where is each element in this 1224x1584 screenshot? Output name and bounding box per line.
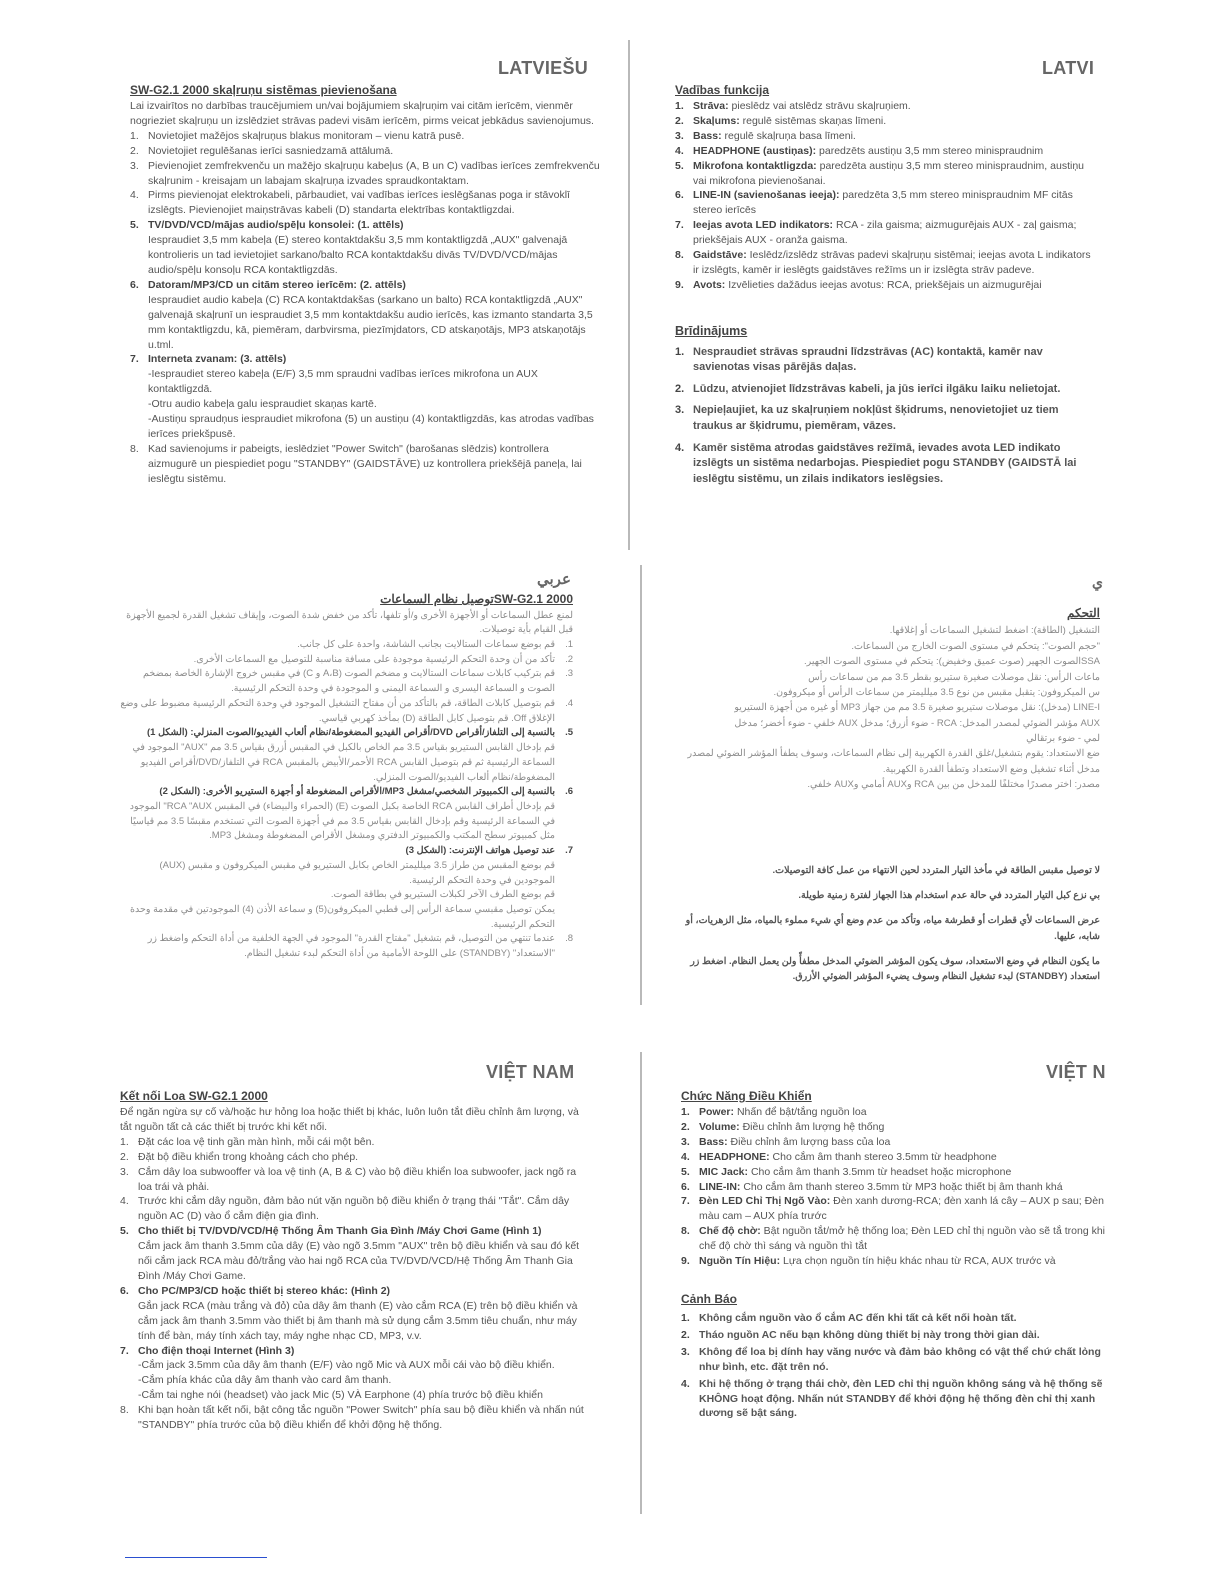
latvian-controls-panel xyxy=(675,82,1099,502)
item-text: Cắm jack âm thanh 3.5mm của dây (E) vào ngõ 3.5mm "AUX" trên bộ điều khiển và sau đó kết nối cắm jack RCA màu đỏ/trắng vào hai ngõ RCA của TV/DVD/VCD/Hệ Thống Âm Thanh Gia Đình /Máy Chơi Game. xyxy=(138,1240,580,1282)
item-body xyxy=(138,1165,590,1195)
item-body xyxy=(693,188,1099,218)
step-item xyxy=(120,1165,590,1195)
item-number: 7. xyxy=(120,1344,129,1357)
item-text: Trước khi cắm dây nguồn, đảm bảo nút vặn nguồn bộ điều khiển ở trạng thái "Tắt". Cắm dây nguồn AC (D) vào ổ cắm điện gia đình. xyxy=(138,1195,570,1223)
item-heading: Interneta zvanam: (3. attēls) xyxy=(148,353,287,366)
item-number: 5. xyxy=(130,219,139,232)
item-heading: Nguồn Tín Hiệu: xyxy=(699,1255,781,1268)
item-number: 6. xyxy=(130,278,139,291)
item-body xyxy=(693,382,1099,398)
item-heading: Skaļums: xyxy=(693,114,740,127)
controls-list xyxy=(675,99,1099,293)
step-item xyxy=(120,1135,590,1150)
step-item xyxy=(120,1403,590,1433)
control-item xyxy=(681,1194,1105,1224)
item-body xyxy=(693,99,1099,114)
warning-item xyxy=(680,954,1100,984)
item-text: Cho cắm âm thanh 3.5mm từ headset hoặc microphone xyxy=(750,1165,1012,1178)
item-body xyxy=(699,1311,1105,1326)
item-body xyxy=(148,188,600,218)
item-text: س الميكروفون: يتقبل مقبس من نوع 3.5 ميلليمتر من سماعات الرأس أو ميكروفون. xyxy=(773,686,1100,698)
column-divider xyxy=(640,1052,642,1514)
item-text: لا توصيل مقبس الطاقة في مأخذ التيار المتردد لحين الانتهاء من عمل كافة التوصيلات. xyxy=(772,864,1100,876)
item-text: paredzēta 3,5 mm stereo minispraudnim MF citās stereo ierīcēs xyxy=(693,189,1073,217)
item-heading: Datoram/MP3/CD un citām stereo ierīcēm: (2. attēls) xyxy=(148,278,406,291)
steps-list xyxy=(130,129,600,487)
warnings-list xyxy=(680,863,1100,984)
item-text: بي نزع كبل التيار المتردد في حالة عدم استخدام هذا الجهاز لفترة زمنية طويلة. xyxy=(798,889,1100,901)
item-text: Iespraudiet audio kabeļa (C) RCA kontaktdakšas (sarkano un balto) RCA kontaktligzdā „AUX" galvenajā skaļrunī un iespraudiet 3,5 mm kontaktdakšu audio ierīcēs, kas izmanto standarta 3,5 mm kontaktligzdu, kā, piemēram, darbvirsma, piezīmjdators, CD atskaņotājs, MP3 atskaņotājs u.tml. xyxy=(148,293,593,351)
item-body xyxy=(699,1194,1105,1224)
language-heading-latvian: LATVIEŠU xyxy=(498,58,589,78)
warning-item xyxy=(675,382,1099,398)
section-title: SW-G2.1 2000توصيل نظام السماعات xyxy=(380,592,573,606)
item-heading: Volume: xyxy=(699,1120,740,1133)
item-number: 2. xyxy=(675,382,685,395)
item-heading: Power: xyxy=(699,1106,735,1119)
item-number: 5. xyxy=(675,159,684,172)
item-text: Nespraudiet strāvas spraudni līdzstrāvas (AC) kontaktā, kamēr nav savienotas visas pārējās daļas. xyxy=(693,345,1043,374)
item-text: التشغيل (الطاقة): اضغط لتشغيل السماعات أو إغلاقها. xyxy=(889,625,1100,637)
item-body xyxy=(693,278,1099,293)
item-number: 5. xyxy=(120,1225,129,1238)
control-item xyxy=(681,1180,1105,1195)
step-item xyxy=(120,1150,590,1165)
step-item xyxy=(130,159,600,189)
item-text: مدخل أثناء تشغيل وضع الاستعداد وتطفأ القدرة الكهربية. xyxy=(882,763,1100,775)
steps-list xyxy=(120,1135,590,1433)
control-item xyxy=(681,1224,1105,1254)
item-body xyxy=(699,1135,1105,1150)
control-item xyxy=(681,1254,1105,1269)
item-number: 3. xyxy=(681,1135,690,1148)
control-item xyxy=(680,746,1100,761)
item-body xyxy=(699,1345,1105,1375)
item-text: Lūdzu, atvienojiet līdzstrāvas kabeli, ja jūs ierīci ilgāku laiku nelietojat. xyxy=(693,382,1061,395)
item-number: 3. xyxy=(130,159,139,172)
item-number: 9. xyxy=(681,1255,690,1268)
item-heading: Đèn LED Chỉ Thị Ngõ Vào: xyxy=(699,1195,831,1208)
warning-item xyxy=(680,888,1100,903)
item-text: عندما تنتهي من التوصيل، قم بتشغيل "مفتاح القدرة" الموجود في الجهة الخلفية من أداة التحكم واضغط زر "الاستعداد" (STANDBY) على اللوحة الأمامية من أداة التحكم لبدء تشغيل النظام. xyxy=(147,933,555,960)
item-number: 2. xyxy=(565,653,573,665)
step-item xyxy=(118,638,573,653)
item-text: LINE-I (مدخل): نقل موصلات ستيريو صغيرة 3.5 مم من جهاز MP3 أو غيره من أجهزة الستيريو xyxy=(734,702,1100,714)
item-number: 3. xyxy=(675,404,685,417)
control-item xyxy=(681,1150,1105,1165)
item-body xyxy=(118,726,555,785)
item-body xyxy=(693,403,1099,434)
item-text: Kamēr sistēma atrodas gaidstāves režīmā, ievades avota LED indikato izslēgts un sistēma nedarbojas. Piespiediet pogu STANDBY (GAIDSTĀ lai ieslēgtu sistēmu, un zilais indikators ieslēgsies. xyxy=(693,441,1077,485)
item-text: -Iespraudiet stereo kabeļa (E/F) 3,5 mm spraudni vadības ierīces mikrofona un AUX kontaktligzdā. -Otru audio kabeļa galu iespraudiet skaņas kartē. -Austiņu spraudņus iespraudiet mikrofona (5) un austiņu (4) kontaktligzdās, kas atrodas vadības ierīces priekšpusē. xyxy=(148,368,594,440)
item-body xyxy=(138,1284,590,1344)
item-body xyxy=(118,667,555,696)
item-number: 5. xyxy=(565,727,573,739)
item-text: Nepieļaujiet, ka uz skaļruņiem nokļūst šķidrums, nenovietojiet uz tiem traukus ar šķidrumu, piemēram, vāzes. xyxy=(693,404,1059,432)
vietnamese-connection-panel xyxy=(120,1088,590,1528)
item-text: قم بوضع سماعات الستالايت بجانب الشاشة، واحدة على كل جانب. xyxy=(297,639,555,651)
item-body xyxy=(148,352,600,441)
item-text: Khi hệ thống ở trạng thái chờ, đèn LED chỉ thị nguồn không sáng và hệ thống sẽ KHÔNG hoạt động. Nhấn nút STANDBY để khởi động hệ thống đèn chỉ thị xanh dương sẽ bật sáng. xyxy=(699,1377,1103,1420)
step-item xyxy=(120,1194,590,1224)
section-title: SW-G2.1 2000 skaļruņu sistēmas pievienošana xyxy=(130,83,397,97)
warning-title: Brīdinājums xyxy=(675,323,748,338)
item-body xyxy=(699,1150,1105,1165)
item-heading: Bass: xyxy=(699,1135,728,1148)
item-text: Iespraudiet 3,5 mm kabeļa (E) stereo kontaktdakšu 3,5 mm kontaktligzdā „AUX" galvenajā kontrolieris un tad ievietojiet sarkano/balto RCA kontaktdakšu divās TV/DVD/VCD/mājas audio/spēļu konsoļu RCA kontaktligzdās. xyxy=(148,234,568,276)
step-item xyxy=(118,653,573,668)
item-number: 6. xyxy=(675,189,684,202)
item-body xyxy=(699,1105,1105,1120)
intro-text: Lai izvairītos no darbības traucējumiem un/vai bojājumiem skaļruņim vai citām ierīcēm, vienmēr nogrieziet skaļruņu un izslēdziet strāvas padevi visām ierīcēm, pirms veicat jebkādus savienojumus. xyxy=(130,100,594,127)
step-item xyxy=(130,129,600,144)
step-item xyxy=(118,667,573,696)
control-item xyxy=(681,1165,1105,1180)
item-heading: Mikrofona kontaktligzda: xyxy=(693,159,817,172)
item-text: -Cắm jack 3.5mm của dây âm thanh (E/F) vào ngõ Mic và AUX mỗi cái vào bộ điều khiển. -Cắm phía khác của dây âm thanh vào card âm thanh. -Cắm tai nghe nói (headset) vào jack Mic (5) VÀ Earphone (4) phía trước bộ điều khiển xyxy=(138,1359,555,1402)
item-body xyxy=(693,218,1099,248)
item-text: ماعات الرأس: نقل موصلات صغيرة ستيريو بقطر 3.5 مم من سماعات رأس xyxy=(808,671,1100,683)
control-item xyxy=(681,1105,1105,1120)
item-body xyxy=(699,1224,1105,1254)
item-body xyxy=(148,278,600,353)
item-body xyxy=(138,1344,590,1404)
control-item xyxy=(680,716,1100,731)
item-text: Cắm dây loa subwooffer và loa vệ tinh (A, B & C) vào bộ điều khiển loa subwoofer, jack ngõ ra loa trái và phải. xyxy=(138,1165,577,1193)
item-text: paredzēta austiņu 3,5 mm stereo minispraudnim, austiņu vai mikrofona pievienošanai. xyxy=(693,159,1084,187)
item-number: 3. xyxy=(681,1345,690,1358)
step-item xyxy=(120,1284,590,1344)
vietnamese-controls-panel xyxy=(681,1088,1105,1448)
item-text: Pirms pievienojat elektrokabeli, pārbaudiet, vai vadības ierīces ieslēgšanas poga ir stāvoklī izslēgts. Pievienojiet maiņstrāvas kabeli (D) standarta elektrības kontaktligzdai. xyxy=(148,189,570,217)
warnings-list xyxy=(675,345,1099,488)
item-heading: بالنسبة إلى التلفاز/أقراص DVD/أقراص الفيديو المضغوطة/نظام ألعاب الفيديو/الصوت المنزلي: (الشكل 1) xyxy=(146,727,555,739)
warning-item xyxy=(680,913,1100,944)
item-text: Không cắm nguồn vào ổ cắm AC đến khi tất cả kết nối hoàn tất. xyxy=(699,1312,1017,1325)
item-number: 8. xyxy=(675,249,684,262)
step-item xyxy=(120,1224,590,1284)
item-body xyxy=(118,785,555,844)
item-body xyxy=(148,159,600,189)
item-body xyxy=(699,1165,1105,1180)
item-text: Không để loa bị dính hay văng nước và đảm bảo không có vật thể chứ chất lỏng như bình, etc. đặt trên nó. xyxy=(699,1345,1101,1373)
warning-item xyxy=(675,403,1099,434)
item-heading: TV/DVD/VCD/mājas audio/spēļu konsolei: (1. attēls) xyxy=(148,219,404,232)
item-text: regulē skaļruņa basa līmeni. xyxy=(724,129,856,142)
intro-text: لمنع عطل السماعات أو الأجهزة الأخرى و/أو تلفها، تأكد من خفض شدة الصوت، وإيقاف تشغيل القدرة لجميع الأجهزة قبل القيام بأية توصيلات. xyxy=(126,609,573,636)
item-body xyxy=(118,932,555,961)
item-body xyxy=(138,1224,590,1284)
column-divider xyxy=(628,40,630,550)
item-heading: Cho thiết bị TV/DVD/VCD/Hệ Thống Âm Thanh Gia Đình /Máy Chơi Game (Hình 1) xyxy=(138,1225,542,1238)
item-heading: عند توصيل هواتف الإنترنت: (الشكل 3) xyxy=(405,845,555,857)
intro-text: Để ngăn ngừa sự cố và/hoặc hư hỏng loa hoặc thiết bị khác, luôn luôn tắt điều chỉnh âm lượng, và tắt nguồn tất cả các thiết bị trước khi kết nối. xyxy=(120,1106,579,1133)
item-text: عرض السماعات لأي قطرات أو قطرشة مياه، وتأكد من عدم وضع أي شيء مملوء بالمياه، مثل الزهريات، أو شابه، عليها. xyxy=(685,915,1100,942)
item-text: قم بتوصيل كابلات الطاقة، قم بالتأكد من أن مفتاح التشغيل الموجود في وحدة التحكم الرئيسية مضبوط على وضع الإغلاق Off. قم بتوصيل كابل الطاقة (D) بمأخذ كهربي قياسي. xyxy=(120,697,555,724)
control-item xyxy=(675,248,1099,278)
item-body xyxy=(118,844,555,932)
item-text: "حجم الصوت": يتحكم في مستوى الصوت الخارج من السماعات. xyxy=(851,640,1100,652)
item-body xyxy=(118,638,555,653)
language-heading-arabic: عربي xyxy=(537,571,571,588)
item-body xyxy=(693,114,1099,129)
item-body xyxy=(148,218,600,278)
item-number: 7. xyxy=(565,845,573,857)
item-number: 6. xyxy=(120,1284,129,1297)
item-body xyxy=(118,653,555,668)
item-number: 4. xyxy=(565,697,573,709)
item-number: 8. xyxy=(565,933,573,945)
item-text: تأكد من أن وحدة التحكم الرئيسية موجودة على مسافة مناسبة للتوصيل مع السماعات الأخرى. xyxy=(193,653,555,665)
item-body xyxy=(138,1403,590,1433)
item-body xyxy=(693,144,1099,159)
section-title: Kết nối Loa SW-G2.1 2000 xyxy=(120,1089,268,1103)
footnote-rule xyxy=(125,1557,267,1558)
warnings-list xyxy=(681,1311,1105,1421)
item-number: 2. xyxy=(675,114,684,127)
item-text: Novietojiet mažējos skaļruņus blakus monitoram – vienu katrā pusē. xyxy=(148,129,465,142)
item-body xyxy=(693,129,1099,144)
item-heading: HEADPHONE: xyxy=(699,1150,770,1163)
steps-list xyxy=(118,638,573,962)
item-number: 2. xyxy=(681,1328,690,1341)
item-number: 8. xyxy=(120,1404,129,1417)
item-text: Tháo nguồn AC nếu bạn không dùng thiết bị này trong thời gian dài. xyxy=(699,1328,1040,1341)
item-body xyxy=(693,248,1099,278)
item-text: Kad savienojums ir pabeigts, ieslēdziet "Power Switch" (barošanas slēdzis) kontrollera aizmugurē un piespiediet pogu "STANDBY" (GAIDSTĀVE) uz kontrollera priekšējā paneļa, lai ieslēgtu sistēmu. xyxy=(148,442,582,485)
item-number: 2. xyxy=(681,1120,690,1133)
item-number: 1. xyxy=(120,1135,129,1148)
item-number: 4. xyxy=(681,1150,690,1163)
item-heading: Ieejas avota LED indikators: xyxy=(693,219,834,232)
item-text: Đặt các loa vệ tinh gần màn hình, mỗi cái một bên. xyxy=(138,1135,375,1148)
item-body xyxy=(138,1150,590,1165)
item-text: paredzēts austiņu 3,5 mm stereo minispraudnim xyxy=(819,144,1044,157)
section-title: Vadības funkcija xyxy=(675,83,770,97)
item-text: قم بوضع المقبس من طراز 3.5 ميلليمتر الخاص بكابل الستيريو في مقبس الميكروفون و مقبس (AUX) الموجودين في وحدة التحكم الرئيسية. قم بوضع الطرف الآخر لكبلات الستيريو في بطاقة الصوت. يمكن توصيل مقبسي سماعة الرأس إلى قطبي الميكروفون(5) و سماعة الأذن (4) الموجودتين في مقدمة وحدة التحكم الرئيسية. xyxy=(130,859,555,930)
item-number: 8. xyxy=(130,442,139,455)
item-text: Lựa chọn nguồn tín hiệu khác nhau từ RCA, AUX trước và xyxy=(783,1255,1056,1268)
section-title: التحكم xyxy=(1067,606,1100,620)
control-item xyxy=(675,188,1099,218)
step-item xyxy=(130,442,600,487)
item-number: 1. xyxy=(681,1312,690,1325)
item-text: Nhấn để bật/tắng nguồn loa xyxy=(736,1106,867,1119)
arabic-controls-panel xyxy=(680,604,1100,984)
item-text: Ieslēdz/izslēdz strāvas padevi skaļruņu sistēmai; ieejas avota L indikators ir izslēgts, kamēr ir ieslēgts gaidstāves režīms un ir izslēgta strāv padeve. xyxy=(693,249,1091,276)
step-item xyxy=(118,726,573,785)
item-body xyxy=(138,1135,590,1150)
item-heading: Strāva: xyxy=(693,100,729,113)
control-item xyxy=(681,1120,1105,1135)
item-heading: LINE-IN (savienošanas ieeja): xyxy=(693,189,840,202)
item-number: 2. xyxy=(120,1150,129,1163)
item-text: Đèn xanh dương-RCA; đèn xanh lá cây – AUX p sau; Đèn màu cam – AUX phía trước xyxy=(699,1195,1104,1223)
item-body xyxy=(693,345,1099,376)
step-item xyxy=(130,278,600,353)
item-text: Điều chỉnh âm lượng hệ thống xyxy=(742,1120,885,1133)
item-number: 7. xyxy=(130,353,139,366)
item-number: 1. xyxy=(675,100,684,113)
item-text: Khi bạn hoàn tất kết nối, bật công tắc nguồn "Power Switch" phía sau bộ điều khiển và nhấn nút "STANDBY" phía trước của bộ điều khiển để khởi động hệ thống. xyxy=(138,1404,584,1432)
item-heading: LINE-IN: xyxy=(699,1180,741,1193)
item-text: Gắn jack RCA (màu trắng và đỏ) của dây âm thanh (E) vào cắm RCA (E) trên bộ điều khiển và cắm jack âm thanh 3.5mm vào thiết bị âm thanh mà sử dụng cắm 3.5mm tiêu chuẩn, như máy tính để bàn, máy tính xách tay, máy nghe nhạc CD, MP3, v.v. xyxy=(138,1299,578,1342)
item-number: 4. xyxy=(681,1377,690,1390)
item-body xyxy=(699,1328,1105,1343)
item-text: Pievienojiet zemfrekvenču un mažējo skaļruņu kabeļus (A, B un C) vadības ierīces zemfrekvenču skaļrunim - kreisajam un labajam skaļruņa izvades spraudkontaktam. xyxy=(148,159,600,187)
step-item xyxy=(130,144,600,159)
item-text: لمي - ضوء برتقالي xyxy=(1026,733,1100,745)
control-item xyxy=(675,129,1099,144)
item-number: 5. xyxy=(681,1165,690,1178)
control-item xyxy=(675,218,1099,248)
controls-list xyxy=(681,1105,1105,1269)
item-body xyxy=(693,159,1099,189)
step-item xyxy=(118,785,573,844)
control-item xyxy=(680,623,1100,638)
step-item xyxy=(130,218,600,278)
item-text: Đặt bộ điều khiển trong khoảng cách cho phép. xyxy=(138,1150,359,1163)
column-divider xyxy=(640,565,642,1005)
item-heading: Cho PC/MP3/CD hoặc thiết bị stereo khác: (Hình 2) xyxy=(138,1284,391,1297)
control-item xyxy=(680,731,1100,746)
warning-item xyxy=(681,1377,1105,1422)
control-item xyxy=(675,278,1099,293)
item-body xyxy=(138,1194,590,1224)
item-heading: Gaidstāve: xyxy=(693,249,747,262)
controls-list xyxy=(680,623,1100,792)
control-item xyxy=(680,685,1100,700)
item-number: 1. xyxy=(681,1106,690,1119)
item-body xyxy=(699,1377,1105,1422)
item-number: 8. xyxy=(681,1225,690,1238)
item-body xyxy=(699,1120,1105,1135)
item-text: ما يكون النظام في وضع الاستعداد، سوف يكون المؤشر الضوئي المدخل مطفأً ولن يعمل النظام. اضغط زر استعداد (STANDBY) لبدء تشغيل النظام وسوف يضيء المؤشر الضوئي الأزرق. xyxy=(690,956,1100,983)
item-text: مصدر: اختر مصدرًا مختلفًا للمدخل من بين RCA وAUX أمامي وAUX خلفي. xyxy=(807,779,1100,791)
item-text: Cho cắm âm thanh stereo 3.5mm từ headphone xyxy=(772,1150,997,1163)
item-heading: Chế độ chờ: xyxy=(699,1225,761,1238)
item-number: 6. xyxy=(681,1180,690,1193)
step-item xyxy=(120,1344,590,1404)
language-heading-latvian-right: LATVI xyxy=(1042,58,1095,78)
item-body xyxy=(699,1254,1105,1269)
control-item xyxy=(675,114,1099,129)
item-number: 1. xyxy=(130,129,139,142)
control-item xyxy=(675,99,1099,114)
item-number: 1. xyxy=(675,345,685,358)
item-number: 3. xyxy=(120,1165,129,1178)
item-heading: HEADPHONE (austiņas): xyxy=(693,144,817,157)
control-item xyxy=(680,639,1100,654)
step-item xyxy=(130,188,600,218)
item-body xyxy=(148,442,600,487)
item-number: 1. xyxy=(565,639,573,651)
item-text: Bật nguồn tắt/mở hệ thống loa; Đèn LED chỉ thị nguồn vào sẽ tắ trong khi chế độ chờ thì sáng và nguồn thì tắt xyxy=(699,1225,1105,1253)
item-text: قم بتركيب كابلات سماعات الستالايت و مضخم الصوت (A،B و C) في مقبس خروج الإشارة الخاصة بمضخم الصوت و السماعة اليسرى و السماعة اليمنى و الموجودة في وحدة التحكم الرئيسية. xyxy=(143,668,555,695)
warning-item xyxy=(681,1328,1105,1343)
item-text: pieslēdz vai atslēdz strāvu skaļruņiem. xyxy=(731,100,911,113)
item-body xyxy=(148,129,600,144)
item-heading: Cho điện thoại Internet (Hình 3) xyxy=(138,1344,295,1357)
step-item xyxy=(118,844,573,932)
step-item xyxy=(118,697,573,726)
control-item xyxy=(680,700,1100,715)
item-number: 4. xyxy=(675,441,685,454)
warning-item xyxy=(680,863,1100,878)
item-text: AUX مؤشر الضوئي لمصدر المدخل: RCA - ضوء أزرق؛ مدخل AUX خلفي - ضوء أخضر؛ مدخل xyxy=(734,717,1100,729)
item-text: Novietojiet regulēšanas ierīci sasniedzamā attālumā. xyxy=(148,144,394,157)
language-heading-vietnamese: VIỆT NAM xyxy=(486,1062,575,1082)
item-number: 9. xyxy=(675,278,684,291)
language-heading-arabic-right: ي xyxy=(1092,574,1103,590)
control-item xyxy=(675,144,1099,159)
warning-item xyxy=(681,1345,1105,1375)
warning-item xyxy=(681,1311,1105,1326)
control-item xyxy=(680,762,1100,777)
item-body xyxy=(693,441,1099,488)
item-text: Izvēlieties dažādus ieejas avotus: RCA, priekšējais un aizmugurējai xyxy=(728,278,1042,291)
item-body xyxy=(699,1180,1105,1195)
warning-item xyxy=(675,441,1099,488)
item-heading: MIC Jack: xyxy=(699,1165,749,1178)
warning-item xyxy=(675,345,1099,376)
item-number: 7. xyxy=(675,219,684,232)
item-text: Cho cắm âm thanh stereo 3.5mm từ MP3 hoặc thiết bị âm thanh khá xyxy=(743,1180,1063,1193)
item-text: ضع الاستعداد: يقوم بتشغيل/غلق القدرة الكهربية إلى نظام السماعات، وسوف يطفأ المؤشر الضوئي لمصدر xyxy=(687,748,1100,760)
item-heading: Avots: xyxy=(693,278,726,291)
item-text: قم بإدخال القابس الستيريو بقياس 3.5 مم الخاص بالكبل في المقبس أزرق بقياس 3.5 مم "AUX" الموجود في السماعة الرئيسية ثم قم بتوصيل القابس RCA الأحمر/الأبيض بالمقبس RCA في التلفاز/DVD/أقراص الفيديو المضغوطة/نظام ألعاب الفيديو/الصوت المنزلي. xyxy=(132,742,555,783)
item-body xyxy=(118,697,555,726)
item-number: 4. xyxy=(675,144,684,157)
item-number: 2. xyxy=(130,144,139,157)
item-number: 3. xyxy=(675,129,684,142)
warning-title: Cảnh Báo xyxy=(681,1292,738,1306)
step-item xyxy=(118,932,573,961)
control-item xyxy=(675,159,1099,189)
step-item xyxy=(130,352,600,441)
control-item xyxy=(680,777,1100,792)
item-body xyxy=(148,144,600,159)
item-text: RCA - zila gaisma; aizmugurējais AUX - zaļ gaisma; priekšējais AUX - oranža gaisma. xyxy=(693,219,1077,247)
item-number: 4. xyxy=(130,189,139,202)
item-text: SSAالصوت الجهير (صوت عميق وخفيض): يتحكم في مستوى الصوت الجهير. xyxy=(803,656,1100,668)
control-item xyxy=(680,654,1100,669)
item-number: 6. xyxy=(565,786,573,798)
item-number: 7. xyxy=(681,1195,690,1208)
item-text: regulē sistēmas skaņas līmeni. xyxy=(742,114,887,127)
arabic-connection-panel xyxy=(118,590,573,1000)
language-heading-vietnamese-right: VIỆT N xyxy=(1046,1062,1106,1082)
latvian-connection-panel xyxy=(130,82,600,532)
control-item xyxy=(681,1135,1105,1150)
item-number: 4. xyxy=(120,1195,129,1208)
section-title: Chức Năng Điều Khiển xyxy=(681,1089,812,1103)
item-heading: Bass: xyxy=(693,129,722,142)
item-number: 3. xyxy=(565,668,573,680)
control-item xyxy=(680,670,1100,685)
item-text: Điều chỉnh âm lượng bass của loa xyxy=(730,1135,891,1148)
item-text: قم بإدخال أطراف القابس RCA الخاصة بكبل الصوت (E) (الحمراء والبيضاء) في المقبس RCA "AUX" الموجود في السماعة الرئيسية وقم بإدخال القابس بقياس 3.5 مم في أجهزة الصوت التي تستخدم مقبسًا 3.5 مم قياسيًا مثل كمبيوتر سطح المكتب والكمبيوتر الدفتري ومشغل الأقراص المضغوطة ومشغل MP3. xyxy=(129,800,555,842)
item-heading: بالنسبة إلى الكمبيوتر الشخصي/مشغل MP3/الأقراص المضغوطة أو أجهزة الستيريو الأخرى: (الشكل 2) xyxy=(159,786,555,798)
